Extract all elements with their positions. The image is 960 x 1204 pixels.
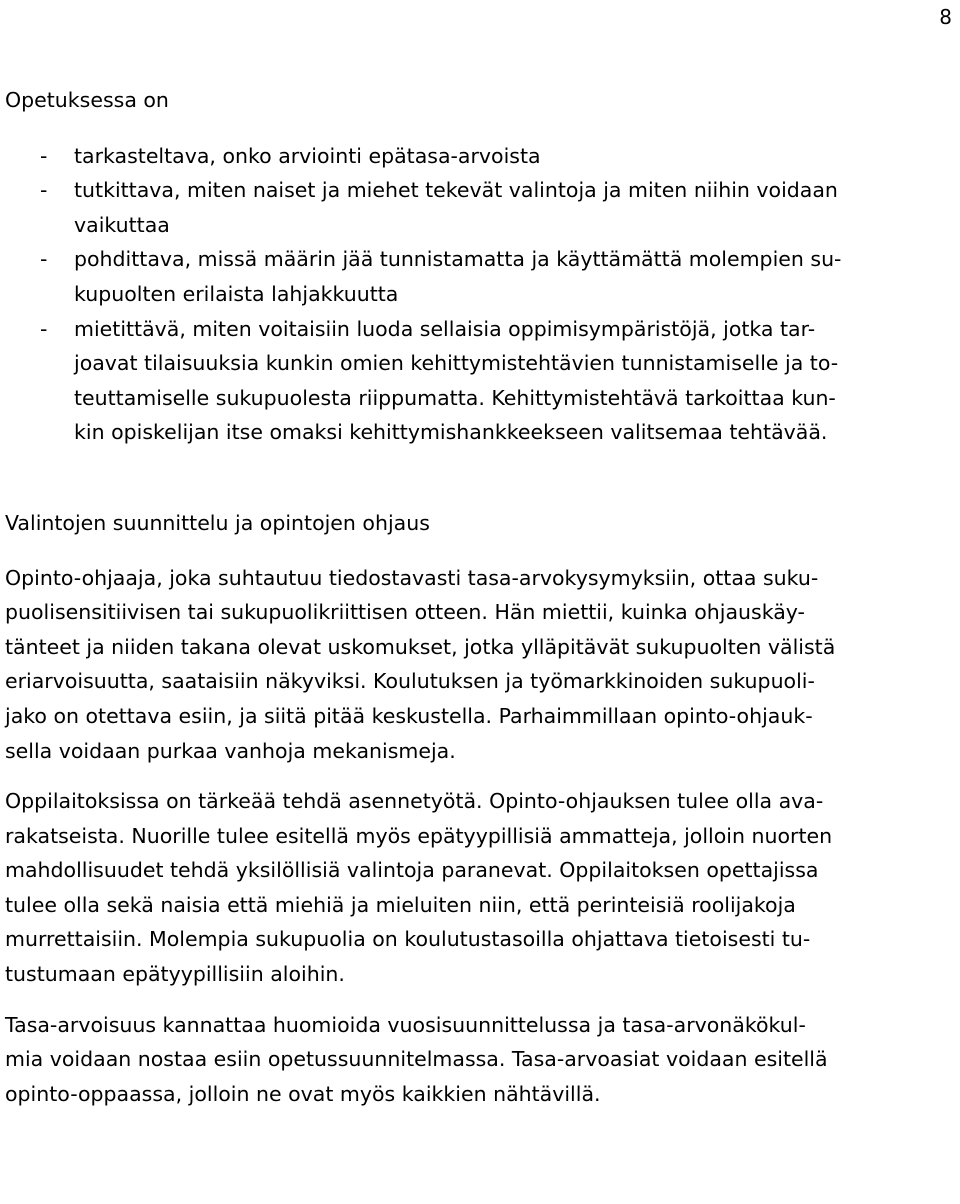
paragraph-line: sella voidaan purkaa vanhoja mekanismeja. [5,738,456,763]
bullet-continuation: teuttamiselle sukupuolesta riippumatta. Kehittymistehtävä tarkoittaa kun- [74,385,836,410]
paragraph-line: eriarvoisuutta, saataisiin näkyviksi. Koulutuksen ja työmarkkinoiden sukupuoli- [5,669,815,694]
bullet-text: pohdittava, missä määrin jää tunnistamatta ja käyttämättä molempien su- [74,247,842,272]
bullet-dash: - [40,247,48,272]
bullet-item [5,139,955,174]
bullet-list [5,139,955,450]
paragraph-line: mahdollisuudet tehdä yksilöllisiä valintoja paranevat. Oppilaitoksen opettajissa [5,858,819,883]
section-heading: Valintojen suunnittelu ja opintojen ohjaus [5,510,430,535]
bullet-dash: - [40,178,48,203]
paragraph [5,784,955,992]
bullet-dash: - [40,143,48,168]
bullet-continuation: kupuolten erilaista lahjakkuutta [74,281,399,306]
bullet-continuation: kin opiskelijan itse omaksi kehittymishankkeekseen valitsemaa tehtävää. [74,420,828,445]
paragraph-line: Oppilaitoksissa on tärkeää tehdä asennetyötä. Opinto-ohjauksen tulee olla ava- [5,789,824,814]
paragraph-line: tustumaan epätyypillisiin aloihin. [5,962,345,987]
bullet-continuation: vaikuttaa [74,212,170,237]
bullet-text: mietittävä, miten voitaisiin luoda sellaisia oppimisympäristöjä, jotka tar- [74,316,816,341]
bullet-item [5,173,955,208]
paragraph-line: puolisensitiivisen tai sukupuolikriittisen otteen. Hän miettii, kuinka ohjauskäy- [5,600,805,625]
paragraph-line: mia voidaan nostaa esiin opetussuunnitelmassa. Tasa-arvoasiat voidaan esitellä [5,1047,828,1072]
spacer [5,541,955,561]
spacer [5,450,955,506]
spacer [5,118,955,139]
bullet-text: tutkittava, miten naiset ja miehet tekevät valintoja ja miten niihin voidaan [74,178,838,203]
paragraph-line: rakatseista. Nuorille tulee esitellä myös epätyypillisiä ammatteja, jolloin nuorten [5,823,833,848]
paragraph-line: opinto-oppaassa, jolloin ne ovat myös kaikkien nähtävillä. [5,1081,601,1106]
bullet-continuation: joavat tilaisuuksia kunkin omien kehittymistehtävien tunnistamiselle ja to- [74,351,839,376]
paragraph [5,561,955,769]
bullet-item [5,242,955,277]
spacer [5,992,955,1008]
paragraph-line: tulee olla sekä naisia että miehiä ja mieluiten niin, että perinteisiä roolijakoja [5,892,796,917]
page-number: 8 [939,5,952,29]
document-body [5,83,955,1111]
bullet-dash: - [40,316,48,341]
paragraph-line: Tasa-arvoisuus kannattaa huomioida vuosisuunnittelussa ja tasa-arvonäkökul- [5,1012,806,1037]
paragraph-line: Opinto-ohjaaja, joka suhtautuu tiedostavasti tasa-arvokysymyksiin, ottaa suku- [5,565,819,590]
bullet-text: tarkasteltava, onko arviointi epätasa-arvoista [74,143,541,168]
bullet-item [5,312,955,347]
paragraph-line: murrettaisiin. Molempia sukupuolia on koulutustasoilla ohjattava tietoisesti tu- [5,927,811,952]
intro-text: Opetuksessa on [5,88,169,112]
paragraph-line: tänteet ja niiden takana olevat uskomukset, jotka ylläpitävät sukupuolten välistä [5,634,836,659]
paragraph-line: jako on otettava esiin, ja siitä pitää keskustella. Parhaimmillaan opinto-ohjauk- [5,703,813,728]
paragraph [5,1008,955,1112]
spacer [5,768,955,784]
